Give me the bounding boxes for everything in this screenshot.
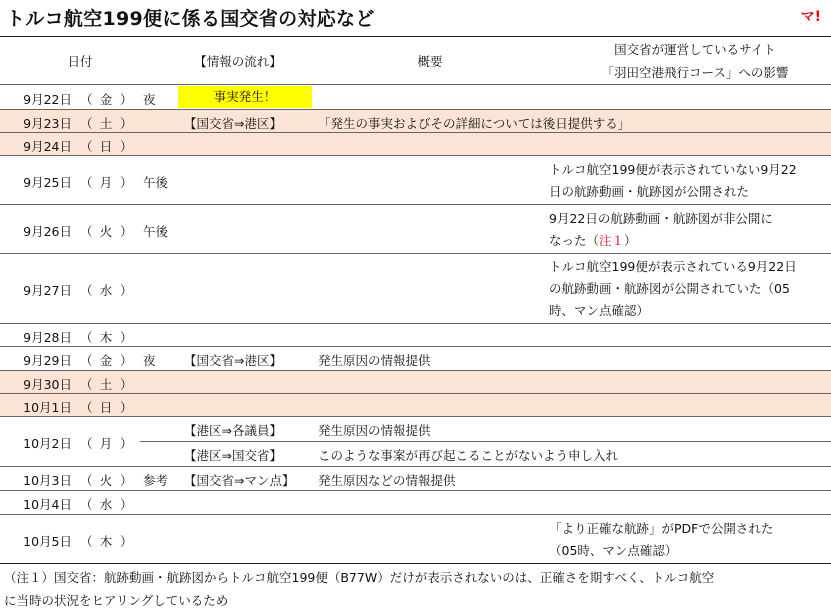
- weekday-cell: 水: [99, 497, 113, 512]
- paren-open: （: [80, 139, 93, 154]
- table-row: [0, 323, 831, 346]
- summary-cell: 「発生の事実およびその詳細については後日提供する」: [318, 116, 631, 131]
- table-row: [0, 416, 831, 466]
- time-cell: 午後: [143, 175, 169, 190]
- date-cell: 9月23日: [23, 116, 72, 131]
- table-row: [0, 109, 831, 132]
- date-cell: 9月28日: [23, 330, 72, 345]
- table-row: [0, 514, 831, 563]
- flow-cell: 【国交省⇒港区】: [184, 353, 282, 368]
- site-impact-line: 日の航跡動画・航跡図が公開された: [549, 184, 750, 199]
- site-logo: マ!: [800, 9, 821, 25]
- site-impact-line: トルコ航空199便が表示されていない9月22: [549, 162, 797, 177]
- paren-open: （: [80, 175, 93, 190]
- paren-open: （: [80, 330, 93, 345]
- weekday-cell: 木: [99, 534, 113, 549]
- site-impact-line: [549, 230, 637, 252]
- site-impact-line: （05時、マン点確認）: [549, 543, 678, 558]
- time-cell: 午後: [143, 224, 169, 239]
- table-row: [0, 490, 831, 514]
- date-cell: 9月27日: [23, 283, 72, 298]
- table-row: [0, 466, 831, 490]
- date-cell: 9月22日: [23, 92, 72, 107]
- paren-close: ）: [120, 116, 133, 131]
- paren-close: ）: [120, 175, 133, 190]
- paren-open: （: [80, 224, 93, 239]
- paren-close: ）: [120, 497, 133, 512]
- paren-open: （: [80, 116, 93, 131]
- flow-cell: 【国交省⇒マン点】: [184, 473, 295, 488]
- weekday-cell: 土: [99, 116, 113, 131]
- paren-close: ）: [120, 377, 133, 392]
- table-row: [0, 155, 831, 204]
- weekday-cell: 日: [99, 139, 113, 154]
- summary-cell: 発生原因の情報提供: [318, 423, 431, 438]
- weekday-cell: 金: [99, 92, 113, 107]
- sub-row-divider: [140, 441, 831, 442]
- site-impact-text: なった（: [549, 233, 600, 248]
- footnote-line1: （注１）国交省：航跡動画・航跡図からトルコ航空199便（B77W）だけが表示されないのは、正確さを期すべく、トルコ航空: [4, 570, 715, 585]
- date-cell: 9月25日: [23, 175, 72, 190]
- weekday-cell: 木: [99, 330, 113, 345]
- weekday-cell: 月: [99, 175, 113, 190]
- flow-cell: 【国交省⇒港区】: [184, 116, 282, 131]
- table-row: [0, 253, 831, 323]
- paren-close: ）: [120, 92, 133, 107]
- date-cell: 10月1日: [23, 400, 72, 415]
- summary-cell: 発生原因の情報提供: [318, 353, 431, 368]
- paren-open: （: [80, 400, 93, 415]
- paren-open: （: [80, 92, 93, 107]
- flow-cell: 【港区⇒各議員】: [184, 423, 282, 438]
- weekday-cell: 水: [99, 283, 113, 298]
- paren-close: ）: [120, 473, 133, 488]
- table-row: [0, 204, 831, 253]
- paren-close: ）: [120, 224, 133, 239]
- paren-close: ）: [120, 139, 133, 154]
- time-cell: 参考: [143, 473, 169, 488]
- weekday-cell: 土: [99, 377, 113, 392]
- footnote-line2: に当時の状況をヒアリングしているため: [4, 593, 229, 608]
- date-cell: 10月5日: [23, 534, 72, 549]
- header-site-line2: 「羽田空港飛行コース」への影響: [601, 65, 789, 80]
- paren-close: ）: [120, 534, 133, 549]
- paren-open: （: [80, 353, 93, 368]
- date-cell: 9月24日: [23, 139, 72, 154]
- date-cell: 10月2日: [23, 436, 72, 451]
- site-impact-line: 「より正確な航跡」がPDFで公開された: [549, 521, 774, 536]
- paren-open: （: [80, 497, 93, 512]
- paren-close: ）: [120, 353, 133, 368]
- summary-cell-2: このような事案が再び起こることがないよう申し入れ: [318, 448, 619, 463]
- header-flow: 【情報の流れ】: [194, 54, 282, 69]
- site-impact-line: 9月22日の航跡動画・航跡図が非公開に: [549, 211, 773, 226]
- header-summary: 概要: [417, 54, 443, 69]
- paren-open: （: [80, 283, 93, 298]
- header-site-line1: 国交省が運営しているサイト: [614, 42, 776, 57]
- weekday-cell: 火: [99, 224, 113, 239]
- header-date: 日付: [67, 54, 93, 69]
- date-cell: 10月4日: [23, 497, 72, 512]
- weekday-cell: 月: [99, 436, 113, 451]
- site-impact-line: 時、マン点確認）: [549, 303, 650, 318]
- paren-close: ）: [120, 436, 133, 451]
- table-row: [0, 84, 831, 109]
- table-row: [0, 393, 831, 416]
- time-cell: 夜: [143, 92, 156, 107]
- summary-cell: 発生原因などの情報提供: [318, 473, 456, 488]
- date-cell: 9月30日: [23, 377, 72, 392]
- flow-cell-2: 【港区⇒国交省】: [184, 448, 282, 463]
- date-cell: 9月29日: [23, 353, 72, 368]
- header-top-rule: [0, 36, 831, 37]
- site-impact-line: トルコ航空199便が表示されている9月22日: [549, 259, 797, 274]
- paren-open: （: [80, 473, 93, 488]
- date-cell: 9月26日: [23, 224, 72, 239]
- table-bottom-rule: [0, 563, 831, 564]
- paren-open: （: [80, 436, 93, 451]
- paren-open: （: [80, 534, 93, 549]
- date-cell: 10月3日: [23, 473, 72, 488]
- page-title: トルコ航空199便に係る国交省の対応など: [6, 8, 375, 30]
- time-cell: 夜: [143, 353, 156, 368]
- paren-close: ）: [120, 283, 133, 298]
- weekday-cell: 火: [99, 473, 113, 488]
- paren-close: ）: [120, 330, 133, 345]
- weekday-cell: 金: [99, 353, 113, 368]
- note-reference-close: ）: [624, 233, 637, 248]
- site-impact-line: の航跡動画・航跡図が公開されていた（05: [549, 281, 790, 296]
- paren-open: （: [80, 377, 93, 392]
- table-row: [0, 132, 831, 155]
- table-row: [0, 346, 831, 370]
- event-occurred-badge: 事実発生！: [178, 86, 312, 108]
- table-row: [0, 370, 831, 393]
- paren-close: ）: [120, 400, 133, 415]
- weekday-cell: 日: [99, 400, 113, 415]
- note-reference: 注１: [599, 233, 625, 248]
